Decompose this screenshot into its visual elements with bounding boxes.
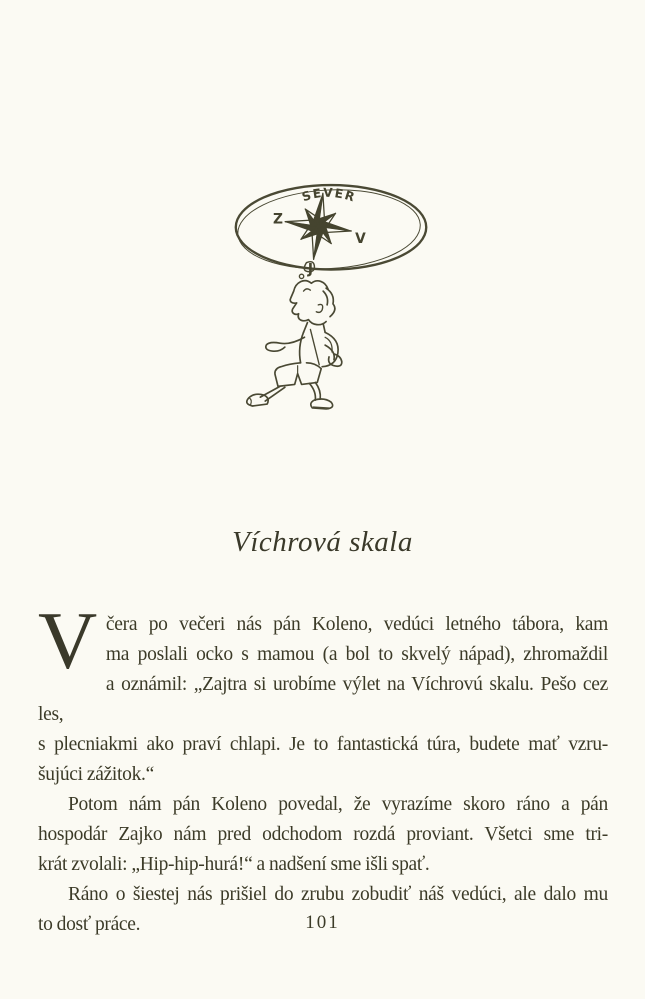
text-line: Ráno o šiestej nás prišiel do zrubu zobudiť náš vedúci, ale dalo mu [68, 884, 608, 905]
compass-label-east: V [355, 231, 366, 248]
hiker-figure [247, 281, 342, 409]
text-line: krát zvolali: „Hip-hip-hurá!“ a nadšení sme išli spať. [38, 854, 430, 875]
chapter-title: Víchrová skala [232, 526, 413, 558]
compass-label-south: J [307, 261, 313, 278]
svg-text:SEVER [300, 186, 357, 205]
compass-label-north: SEVER [300, 185, 358, 205]
text-line: to dosť práce. [38, 914, 141, 935]
text-line: s plecniakmi ako praví chlapi. Je to fantastická túra, budete mať vzru- [38, 734, 608, 755]
compass-label-west: Z [273, 211, 283, 228]
text-line: ma poslali ocko s mamou (a bol to skvelý nápad), zhromaždil [105, 644, 608, 665]
text-line: a oznámil: „Zajtra si urobíme výlet na Víchrovú skalu. Pešo cez les, [38, 674, 608, 725]
paragraph-1 [38, 595, 608, 790]
text-line: šujúci zážitok.“ [38, 764, 154, 785]
hiker-compass-illustration [224, 172, 440, 424]
page-number: 101 [305, 912, 340, 933]
paragraph-2 [38, 790, 608, 880]
text-line: čera po večeri nás pán Koleno, vedúci letného tábora, kam [105, 614, 608, 635]
text-line: hospodár Zajko nám pred odchodom rozdá proviant. Všetci sme tri- [38, 824, 608, 845]
text-line: Potom nám pán Koleno povedal, že vyrazíme skoro ráno a pán [68, 794, 608, 815]
dropcap: V [38, 595, 97, 686]
body-text [38, 595, 608, 940]
